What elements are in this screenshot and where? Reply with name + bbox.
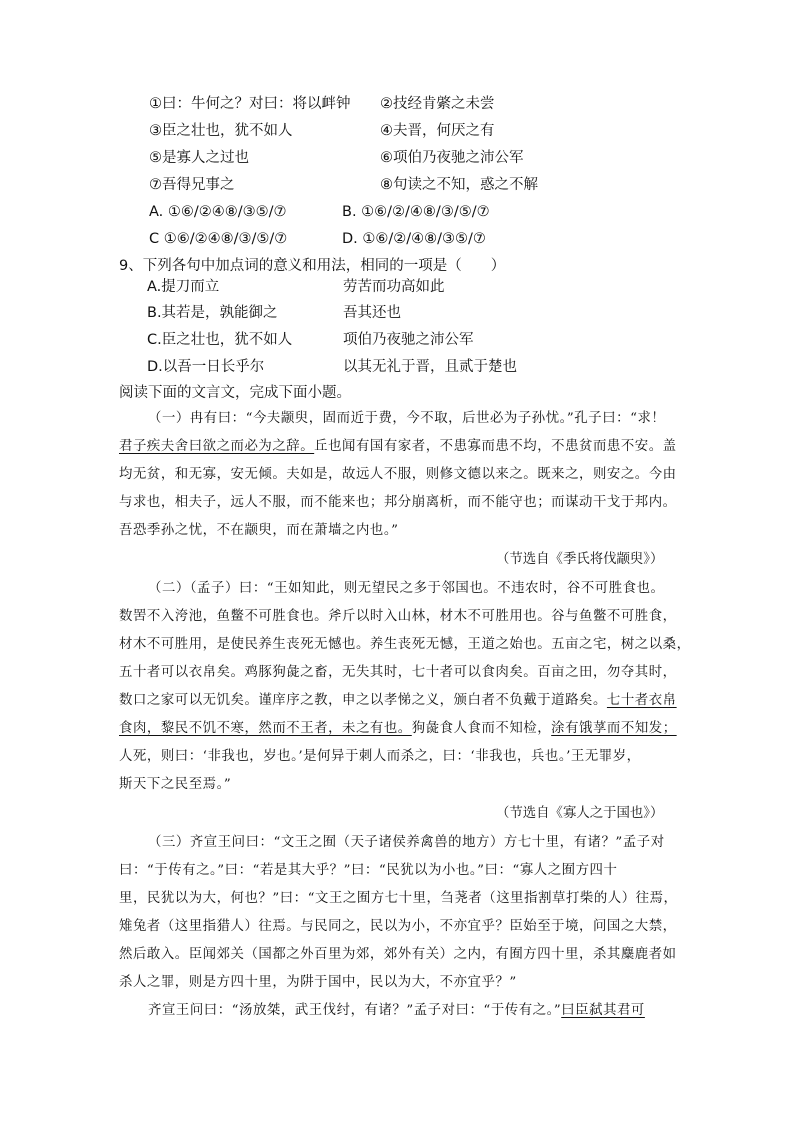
q8-option-a: A. ①⑥/②④⑧/③⑤/⑦ (149, 204, 287, 220)
passage1-line4: 与求也，相夫子，远人不服，而不能来也；邦分崩离析，而不能守也；而谋动干戈于邦内。 (119, 495, 677, 510)
passage2-underlined-sentence-c: 涂有饿莩而不知发； (551, 721, 677, 736)
q8-item-6: ⑥项伯乃夜驰之沛公军 (380, 150, 524, 166)
q8-option-c: C ①⑥/②④⑧/③/⑤/⑦ (149, 231, 288, 247)
q8-item-2: ②技经肯綮之未尝 (380, 96, 495, 112)
passage1-source: （节选自《季氏将伐颛臾》） (496, 552, 664, 567)
passage1-line3: 均无贫，和无寡，安无倾。夫如是，故远人不服，则修文德以来之。既来之，则安之。今由 (119, 467, 677, 482)
passage3-line1: （三）齐宣王问曰：“文王之囿（天子诸侯养禽兽的地方）方七十里，有诸？”孟子对 (148, 835, 665, 850)
q8-option-d: D. ①⑥/②/④⑧/③⑤/⑦ (342, 231, 486, 247)
q9-d-right: 以其无礼于晋，且贰于楚也 (343, 359, 517, 375)
passage2-underlined-sentence-b: 食肉，黎民不饥不寒，然而不王者，未之有也。 (119, 721, 412, 736)
passage2-line4: 五十者可以衣帛矣。鸡豚狗彘之畜，无失其时，七十者可以食肉矣。百亩之田，勿夺其时， (119, 665, 677, 680)
q8-item-4: ④夫晋，何厌之有 (380, 123, 495, 139)
q9-a-left: A.提刀而立 (147, 279, 220, 295)
q8-item-8: ⑧句读之不知，惑之不解 (380, 177, 538, 193)
q9-b-left: B.其若是，孰能御之 (147, 305, 278, 321)
q8-option-b: B. ①⑥/②/④⑧/③/⑤/⑦ (342, 204, 490, 220)
q9-b-right: 吾其还也 (343, 305, 401, 321)
passage2-line6: 食肉，黎民不饥不寒，然而不王者，未之有也。狗彘食人食而不知检，涂有饿莩而不知发； (119, 721, 677, 736)
passage2-line5: 数口之家可以无饥矣。谨庠序之教，申之以孝悌之义，颁白者不负戴于道路矣。七十者衣帛 (119, 693, 677, 708)
passage2-line3: 材木不可胜用，是使民养生丧死无憾也。养生丧死无憾，王道之始也。五亩之宅，树之以桑， (119, 637, 691, 652)
passage3-line5: 然后敢入。臣闻郊关（国都之外百里为郊，郊外有关）之内，有囿方四十里，杀其麋鹿者如 (119, 947, 677, 962)
passage4-underlined-sentence: 曰臣弑其君可 (561, 1003, 645, 1018)
passage2-line7: 人死，则曰：‘非我也，岁也。’是何异于刺人而杀之，曰：‘非我也，兵也。’王无罪岁， (119, 749, 641, 764)
passage2-source: （节选自《寡人之于国也》） (496, 806, 664, 821)
q9-c-left: C.臣之壮也，犹不如人 (147, 332, 293, 348)
reading-instruction: 阅读下面的文言文，完成下面小题。 (119, 385, 351, 401)
passage3-line3: 里，民犹以为大，何也？”曰：“文王之囿方七十里，刍荛者（这里指割草打柴的人）往焉， (119, 891, 678, 906)
passage2-line8: 斯天下之民至焉。” (119, 777, 232, 792)
passage1-line2: 君子疾夫舍曰欲之而必为之辞。丘也闻有国有家者，不患寡而患不均，不患贫而患不安。盖 (119, 439, 677, 454)
passage3-line6: 杀人之罪，则是方四十里，为阱于国中，民以为大，不亦宜乎？” (119, 975, 517, 990)
q8-item-3: ③臣之壮也，犹不如人 (149, 123, 293, 139)
q9-stem: 9、下列各句中加点词的意义和用法，相同的一项是（ ） (119, 258, 506, 274)
passage1-line5: 吾恐季孙之忧，不在颛臾，而在萧墙之内也。” (119, 523, 399, 538)
q9-a-right: 劳苦而功高如此 (343, 279, 445, 295)
q8-item-1: ①曰：牛何之？对曰：将以衅钟 (149, 96, 351, 112)
passage2-line2: 数罟不入洿池，鱼鳖不可胜食也。斧斤以时入山林，材木不可胜用也。谷与鱼鳖不可胜食， (119, 609, 677, 624)
passage4-line1: 齐宣王问曰：“汤放桀，武王伐纣，有诸？”孟子对曰：“于传有之。”曰臣弑其君可 (148, 1003, 645, 1018)
q8-item-7: ⑦吾得兄事之 (149, 177, 235, 193)
passage2-underlined-sentence-a: 七十者衣帛 (606, 693, 677, 708)
q8-item-5: ⑤是寡人之过也 (149, 150, 249, 166)
q9-d-left: D.以吾一日长乎尔 (147, 359, 265, 375)
passage1-underlined-sentence: 君子疾夫舍曰欲之而必为之辞。 (119, 439, 315, 454)
passage1-line1: （一）冉有曰：“今夫颛臾，固而近于费，今不取，后世必为子孙忧。”孔子曰：“求！ (148, 411, 666, 426)
passage3-line4: 雉兔者（这里指猎人）往焉。与民同之，民以为小，不亦宜乎？臣始至于境，问国之大禁， (119, 919, 677, 934)
passage2-line1: （二）（孟子）曰：“王如知此，则无望民之多于邻国也。不违农时，谷不可胜食也。 (148, 581, 665, 596)
q9-c-right: 项伯乃夜驰之沛公军 (343, 332, 474, 348)
passage3-line2: 曰：“于传有之。”曰：“若是其大乎？”曰：“民犹以为小也。”曰：“寡人之囿方四十 (119, 863, 618, 878)
